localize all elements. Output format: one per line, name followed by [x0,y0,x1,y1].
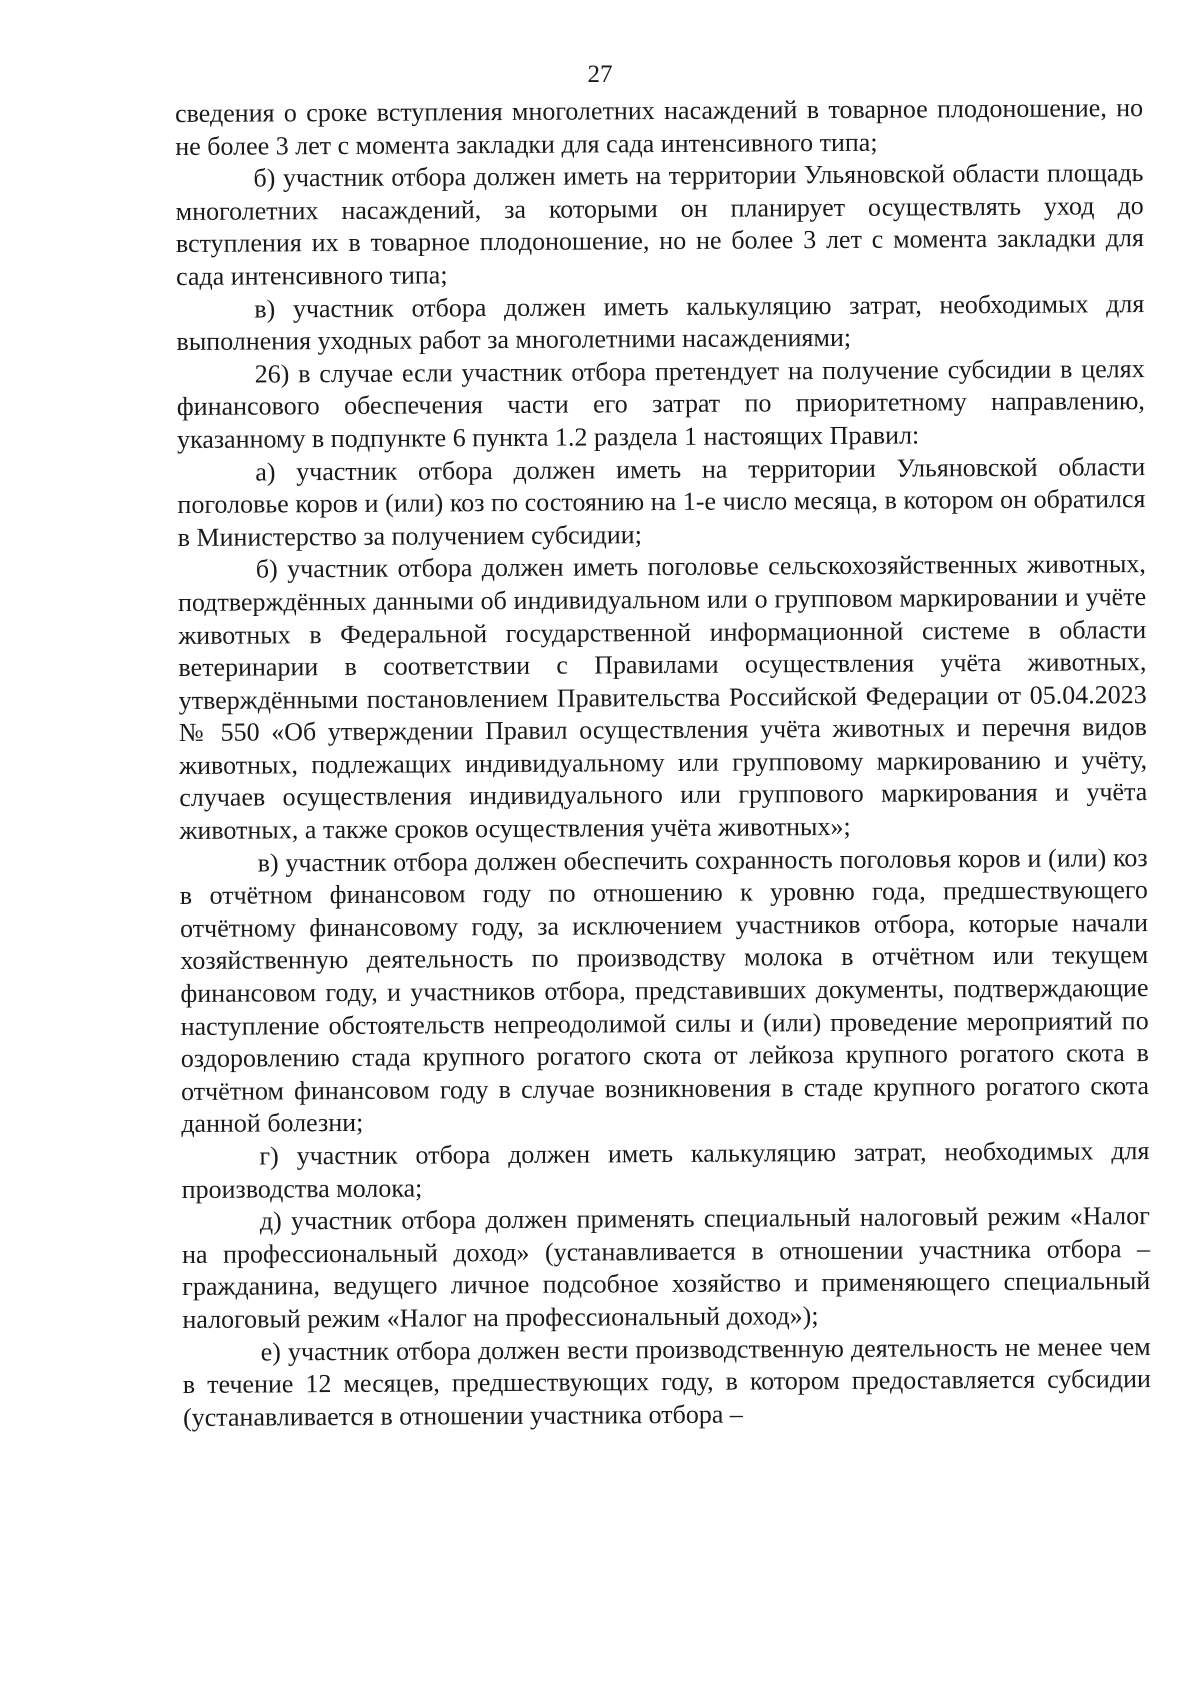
page-number: 27 [587,61,613,88]
paragraph-continuation: сведения о сроке вступления многолетних насаждений в товарное плодоношение, но не более 3 лет с момента закладки для сада интенсивного типа; [175,93,1144,161]
paragraph-item-v-costing: в) участник отбора должен иметь калькуляцию затрат, необходимых для выполнения уходных работ за многолетними насаждениями; [176,288,1145,357]
paragraph-item-g-milk-costing: г) участник отбора должен иметь калькуляцию затрат, необходимых для производства молока; [181,1136,1150,1204]
paragraph-item-v-preservation: в) участник отбора должен обеспечить сохранность поголовья коров и (или) коз в отчётном финансовом году по отношению к уровню года, предшествующего отчётному финансовому году, за исключением участников отбора, которые начали хозяйственную деятельность по производству молока в отчётном или текущем финансовом году, и участников отбора, представивших документы, подтверждающие наступление обстоятельств непреодолимой силы и (или) проведение мероприятий по оздоровлению стада крупного рогатого скота от лейкоза крупного рогатого скота в отчётном финансовом году в случае возникновения в стаде крупного рогатого скота данной болезни; [179,842,1150,1139]
paragraph-item-a-livestock: а) участник отбора должен иметь на территории Ульяновской области поголовье коров и (или) коз по состоянию на 1-е число месяца, в котором он обратился в Министерство за получением субсидии; [177,451,1146,552]
paragraph-clause-26: 26) в случае если участник отбора претендует на получение субсидии в целях финансового обеспечения части его затрат по приоритетному направлению, указанному в подпункте 6 пункта 1.2 раздела 1 настоящих Правил: [176,353,1145,454]
paragraph-item-e-activity: е) участник отбора должен вести производственную деятельность не менее чем в течение 12 месяцев, предшествующих году, в котором предоставляется субсидии (устанавливается в отношении участника отбора – [182,1331,1151,1432]
document-body [175,92,1151,1434]
paragraph-item-b-area: б) участник отбора должен иметь на территории Ульяновской области площадь многолетних насаждений, за которыми он планирует осуществлять уход до вступления их в товарное плодоношение, но не более 3 лет с момента закладки для сада интенсивного типа; [175,158,1144,291]
paragraph-item-b-marking: б) участник отбора должен иметь поголовье сельскохозяйственных животных, подтверждённых данными об индивидуальном или о групповом маркировании и учёте животных в Федеральной государственной информационной системе в области ветеринарии в соответствии с Правилами осуществления учёта животных, утверждёнными постановлением Правительства Российской Федерации от 05.04.2023 № 550 «Об утверждении Правил осуществления учёта животных и перечня видов животных, подлежащих индивидуальному или групповому маркированию и учёту, случаев осуществления индивидуального или группового маркирования и учёта животных, а также сроков осуществления учёта животных»; [177,549,1148,846]
paragraph-item-d-tax-regime: д) участник отбора должен применять специальный налоговый режим «Налог на профессиональный доход» (устанавливается в отношении участника отбора – гражданина, ведущего личное подсобное хозяйство и применяющего специальный налоговый режим «Налог на профессиональный доход»); [181,1201,1151,1334]
